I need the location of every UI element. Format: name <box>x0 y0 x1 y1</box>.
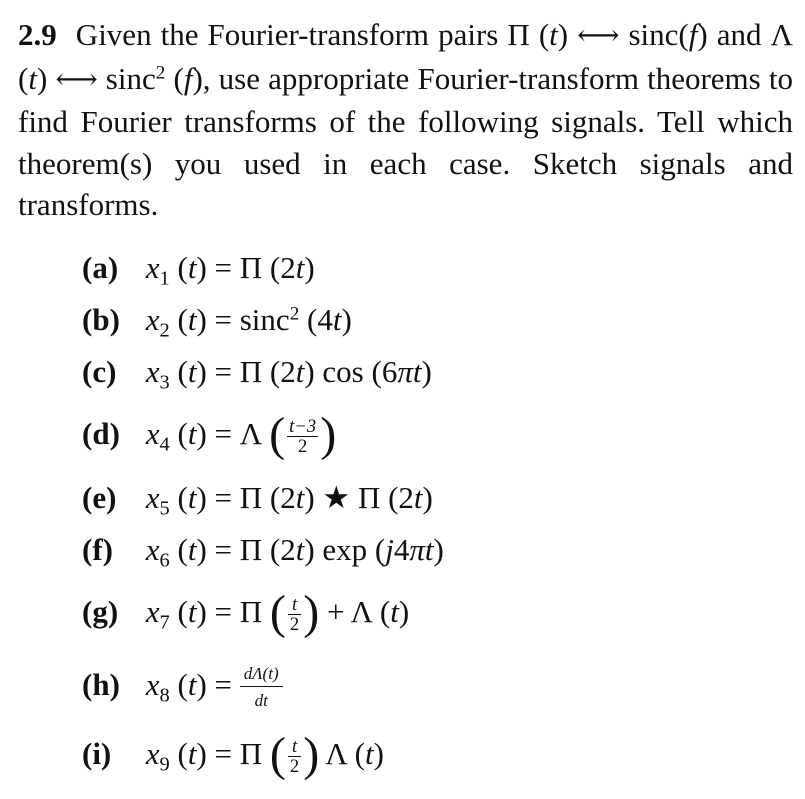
problem-number: 2.9 <box>18 17 57 52</box>
equation: $x_6$ (t) = Π (2t) exp (j4πt) <box>145 532 444 572</box>
subproblem-c <box>82 352 432 392</box>
fraction-numerator: t−3 <box>289 415 317 437</box>
equation: $x_2$ (t) = sinc$^2$ (4t) <box>145 302 352 342</box>
equation: $x_4$ (t) = Λ ( $\frac{t-3}{2}$ ) <box>145 407 337 461</box>
item-label: (e) <box>82 480 117 515</box>
item-label: (d) <box>82 416 120 451</box>
fraction-denominator: 2 <box>298 436 308 458</box>
equation: $x_8$ (t) = $\frac{d\Lambda(t)}{dt}$ <box>146 667 283 702</box>
subproblem-d <box>82 407 337 461</box>
fraction-denominator: 2 <box>289 756 300 778</box>
fraction-numerator: dΛ(t) <box>240 664 283 687</box>
fraction-denominator: dt <box>254 691 268 711</box>
subproblem-f <box>82 530 444 570</box>
item-label: (h) <box>82 667 120 703</box>
subproblem-a <box>82 248 315 288</box>
fraction-denominator: 2 <box>289 614 300 636</box>
item-label: (i) <box>82 736 112 771</box>
fraction-numerator: t <box>288 595 301 616</box>
problem-statement: 2.9 Given the Fourier-transform pairs Π (t) ⟷ sinc(f) and Λ (t) ⟷ sinc$^2$ (f), use appropriate Fourier-transform theorems to find Fourier transforms of the following signals. Tell which theorem(s) you used in each case. Sketch signals and transforms. <box>18 17 794 222</box>
subproblem-b <box>82 300 352 340</box>
equation: $x_5$ (t) = Π (2t) ★ Π (2t) <box>145 480 433 520</box>
subproblem-i <box>82 727 384 781</box>
equation: $x_7$ (t) = Π ( $\frac{t}{2}$ ) + Λ (t) <box>145 585 410 639</box>
subproblem-g <box>82 585 410 639</box>
item-label: (c) <box>82 354 117 389</box>
fraction-numerator: t <box>288 737 301 758</box>
item-label: (b) <box>82 302 120 337</box>
equation: $x_3$ (t) = Π (2t) cos (6πt) <box>145 354 432 394</box>
item-label: (f) <box>82 532 113 567</box>
item-label: (a) <box>82 250 119 285</box>
subproblem-e <box>82 478 433 518</box>
subproblem-h <box>82 664 283 712</box>
item-label: (g) <box>82 594 119 629</box>
equation: $x_1$ (t) = Π (2t) <box>145 250 315 290</box>
equation: $x_9$ (t) = Π ( $\frac{t}{2}$ ) Λ (t) <box>145 727 384 781</box>
